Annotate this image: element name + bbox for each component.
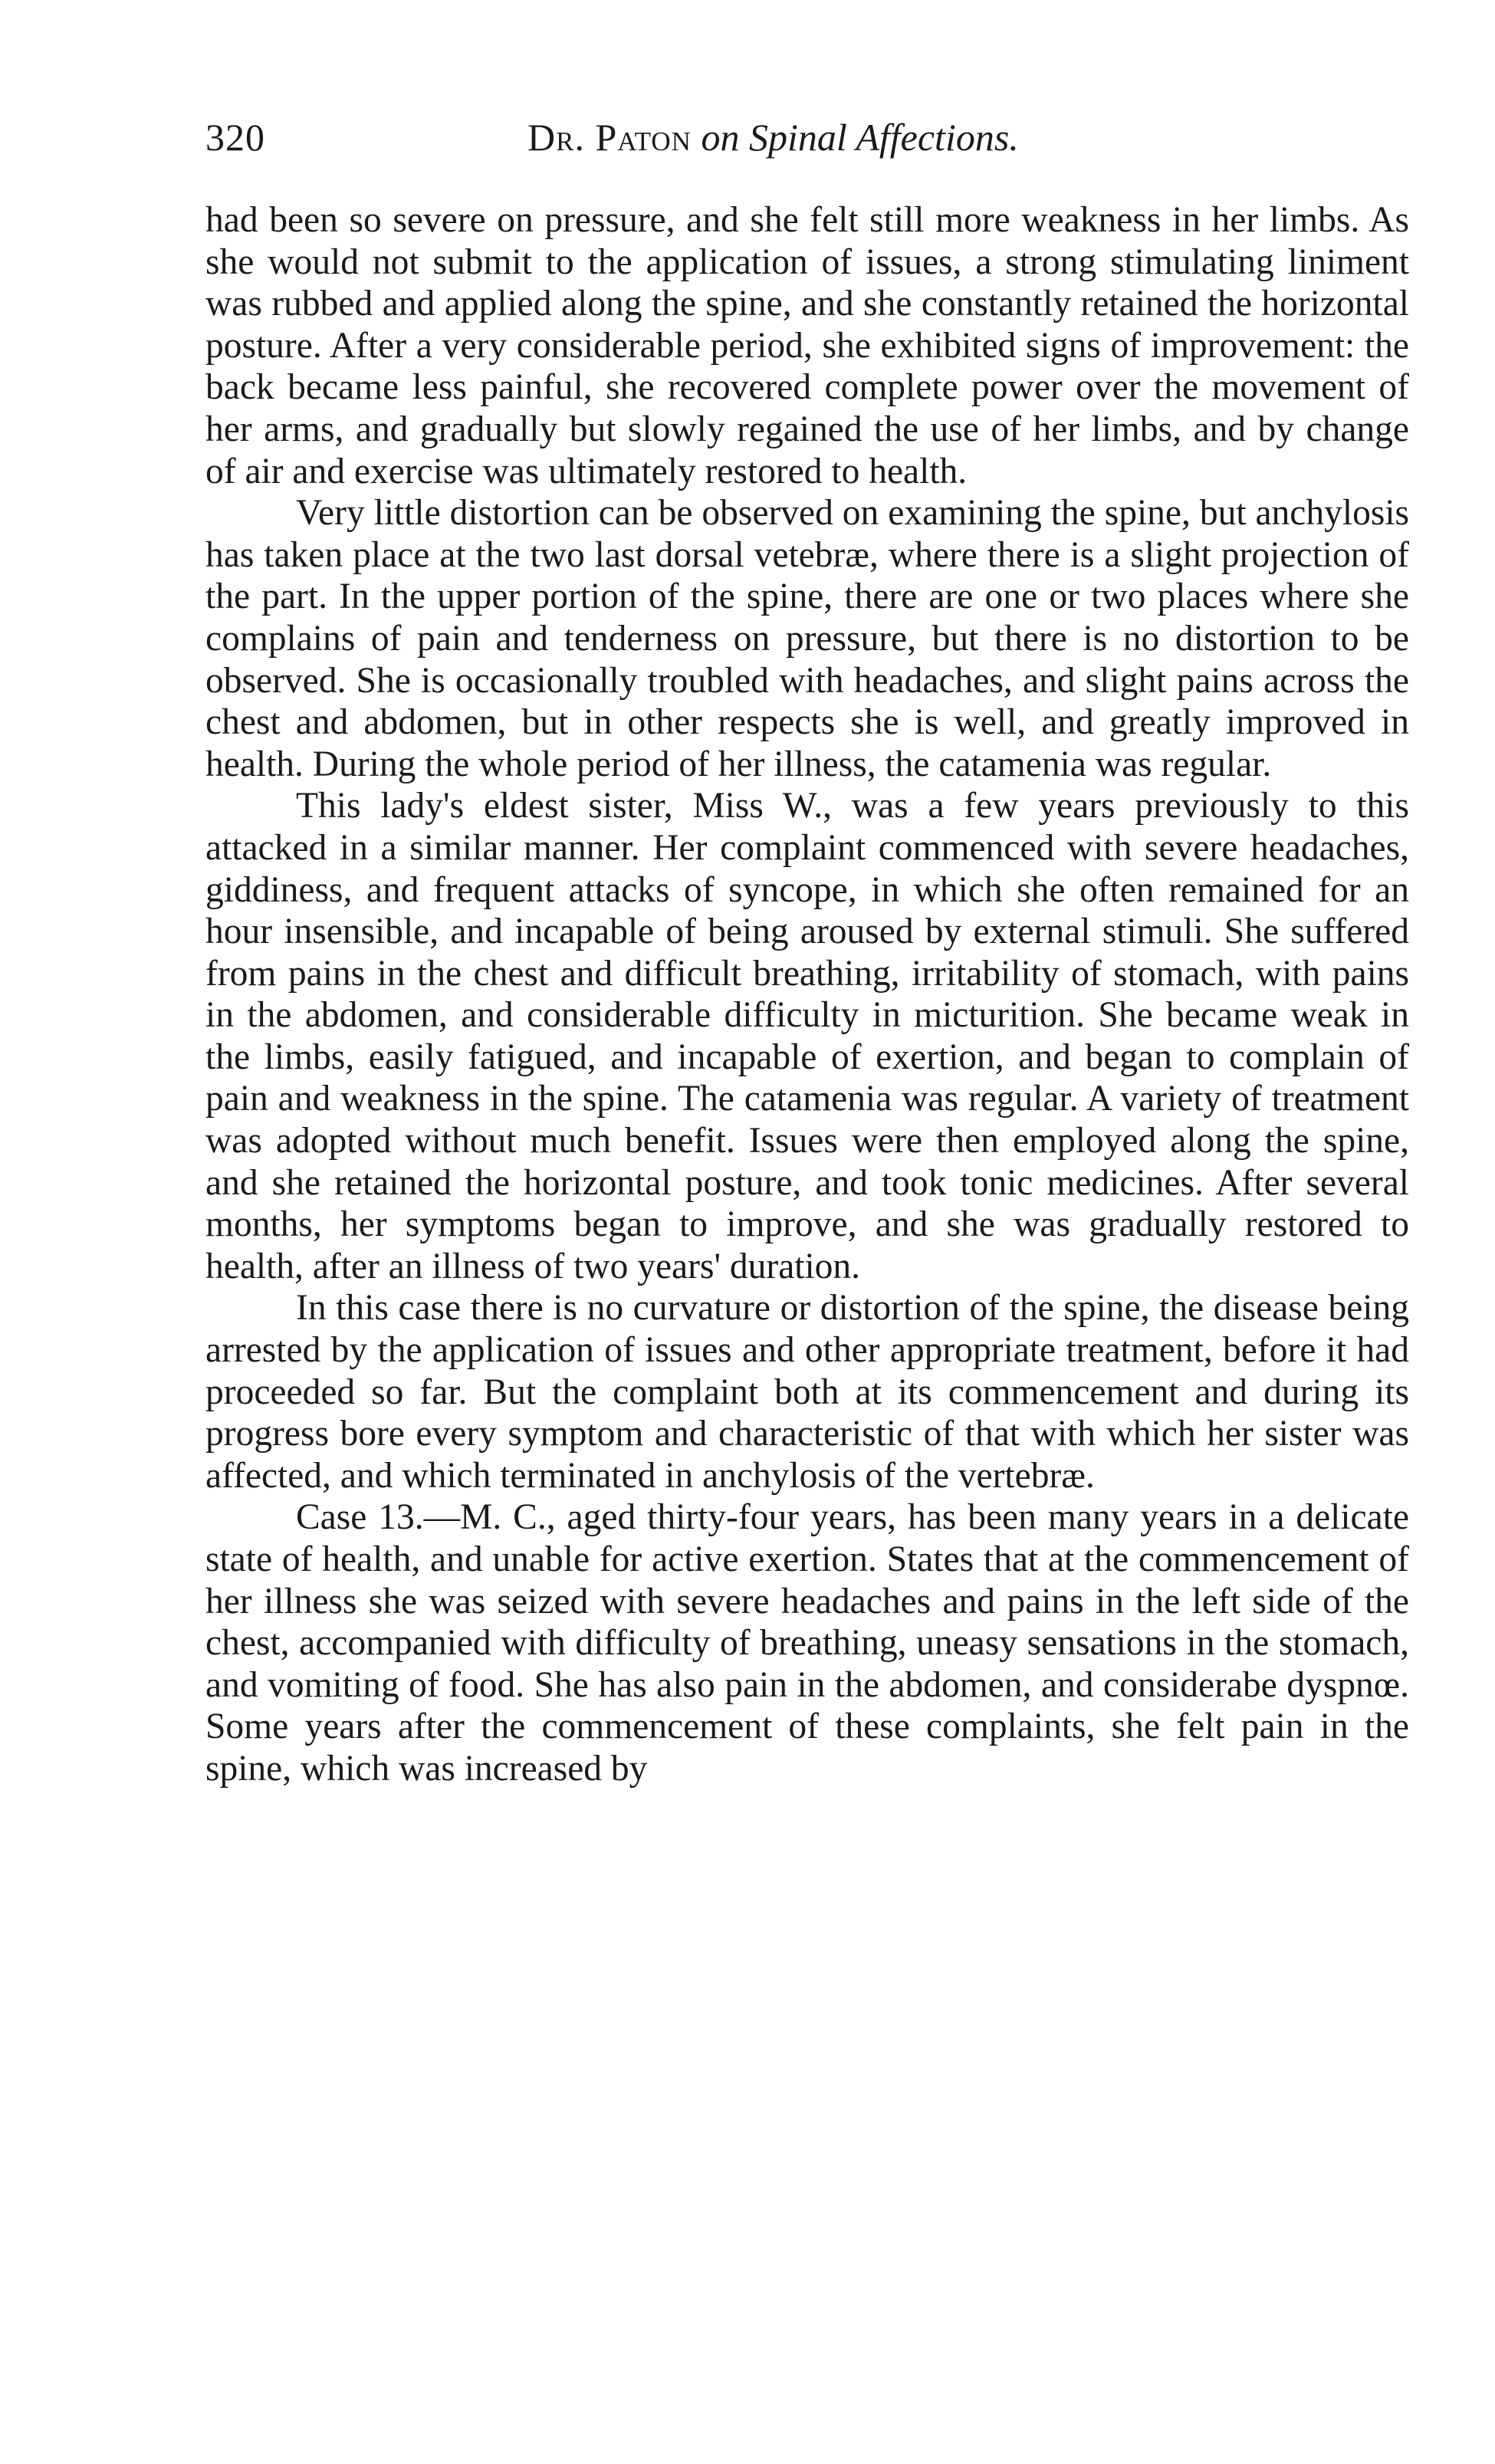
paragraph-eldest-sister: This lady's eldest sister, Miss W., was a few years previously to this attacked in a similar manner. Her complaint commenced with severe headaches, giddiness, and frequent attacks of syncope, in which she often remained for an hour insensible, and incapable of being aroused by external stimuli. She suffered from pains in the chest and difficult breathing, irritability of stomach, with pains in the abdomen, and considerable difficulty in micturition. She became weak in the limbs, easily fatigued, and incapable of exertion, and began to complain of pain and weakness in the spine. The catamenia was regular. A variety of treatment was adopted without much benefit. Issues were then employed along the spine, and she retained the horizontal posture, and took tonic medicines. After several months, her symptoms began to improve, and she was gradually restored to health, after an illness of two years' duration. [205,786,1409,1286]
running-title-subject: Spinal Affections. [748,116,1019,159]
paragraph-spine-examination: Very little distortion can be observed on examining the spine, but anchylosis has taken place at the two last dorsal vetebræ, where there is a slight projection of the part. In the upper portion of the spine, there are one or two places where she complains of pain and tenderness on pressure, but there is no distortion to be observed. She is occasionally troubled with headaches, and slight pains across the chest and abdomen, but in other respects she is well, and greatly improved in health. During the whole period of her illness, the catamenia was regular. [205,493,1409,784]
running-title-author: Dr. Paton [527,116,692,159]
paragraph-case-remarks: In this case there is no curvature or distortion of the spine, the disease being arrested by the application of issues and other appropriate treatment, before it had proceeded so far. But the complaint both at its commencement and during its progress bore every symptom and characteristic of that with which her sister was affected, and which terminated in anchylosis of the vertebræ. [205,1288,1409,1496]
paragraph-case-13: Case 13.—M. C., aged thirty-four years, has been many years in a delicate state of health, and unable for active exertion. States that at the commencement of her illness she was seized with severe headaches and pains in the left side of the chest, accompanied with difficulty of breathing, uneasy sensations in the stomach, and vomiting of food. She has also pain in the abdomen, and considerabe dyspnœ. Some years after the commencement of these complaints, she felt pain in the spine, which was increased by [205,1497,1409,1789]
page-number: 320 [205,116,265,159]
body-text [205,199,1409,1790]
running-head [205,115,1409,169]
paragraph-continuation: had been so severe on pressure, and she felt still more weakness in her limbs. As she would not submit to the application of issues, a strong stimulating liniment was rubbed and applied along the spine, and she constantly retained the horizontal posture. After a very considerable period, she exhibited signs of improvement: the back became less painful, she recovered complete power over the movement of her arms, and gradually but slowly regained the use of her limbs, and by change of air and exercise was ultimately restored to health. [205,200,1409,491]
running-title-on: on [701,116,740,159]
running-title [527,115,1019,159]
